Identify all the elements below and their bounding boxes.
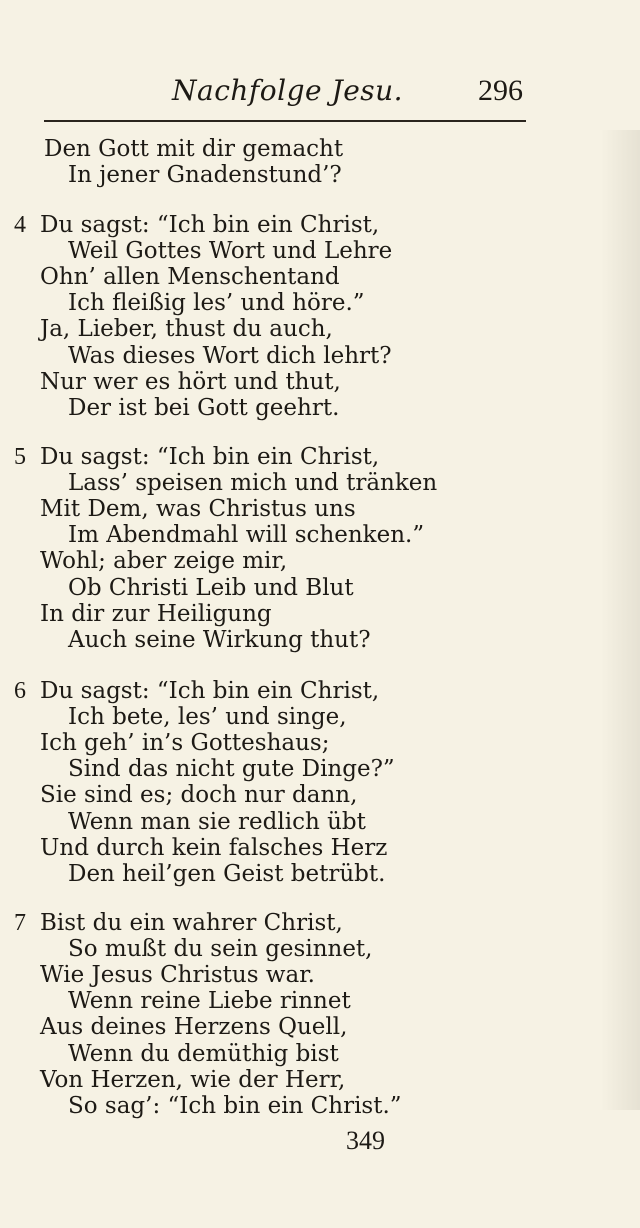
footer-number: 349 (346, 1126, 385, 1155)
verse-line: Wenn man sie redlich übt (68, 808, 366, 835)
verse-line: Aus deines Herzens Quell, (40, 1014, 348, 1041)
verse-line: Und durch kein falsches Herz (40, 834, 388, 861)
verse-line: Lass’ speisen mich und tränken (68, 470, 438, 497)
verse-line: Ich geh’ in’s Gotteshaus; (40, 730, 330, 757)
verse-line: Nur wer es hört und thut, (40, 368, 341, 395)
page-header (0, 74, 640, 114)
page-edge-shadow (600, 130, 640, 1110)
verse-line: Ob Christi Leib und Blut (68, 574, 354, 601)
verse-line: Du sagst: “Ich bin ein Christ, (40, 678, 380, 704)
verse-line: Der ist bei Gott geehrt. (68, 394, 340, 421)
verse-line: Sind das nicht gute Dinge?” (68, 756, 395, 783)
verse-line: Sie sind es; doch nur dann, (40, 782, 358, 809)
verse-line: Ja, Lieber, thust du auch, (40, 316, 333, 343)
verse-number: 7 (14, 910, 26, 936)
verse-line: So sag’: “Ich bin ein Christ.” (68, 1092, 402, 1119)
verse-line: Ich fleißig les’ und höre.” (68, 290, 365, 317)
verse-line: In dir zur Heiligung (40, 600, 272, 627)
header-rule (44, 120, 526, 122)
verse-number: 4 (14, 212, 26, 238)
verse-line: So mußt du sein gesinnet, (68, 936, 373, 963)
verse-number: 6 (14, 678, 26, 704)
page-number: 296 (478, 74, 523, 107)
verse-line: Was dieses Wort dich lehrt? (68, 342, 392, 369)
verse-line: Auch seine Wirkung thut? (68, 626, 371, 653)
verse-line: Wohl; aber zeige mir, (40, 548, 288, 575)
intro-line: In jener Gnadenstund’? (68, 162, 342, 188)
verse-line: Ich bete, les’ und singe, (68, 704, 347, 731)
verse-line: Bist du ein wahrer Christ, (40, 910, 343, 936)
verse-line: Den heil’gen Geist betrübt. (68, 860, 386, 887)
verse-line: Wie Jesus Christus war. (40, 962, 315, 989)
running-title: Nachfolge Jesu. (172, 74, 404, 107)
verse-line: Weil Gottes Wort und Lehre (68, 238, 393, 265)
verse-number: 5 (14, 444, 26, 470)
verse-line: Du sagst: “Ich bin ein Christ, (40, 444, 380, 470)
verse-line: Ohn’ allen Menschentand (40, 264, 340, 291)
intro-line: Den Gott mit dir gemacht (44, 136, 344, 162)
verse-line: Wenn du demüthig bist (68, 1040, 339, 1067)
verse-line: Mit Dem, was Christus uns (40, 496, 356, 523)
verse-line: Du sagst: “Ich bin ein Christ, (40, 212, 380, 238)
verse-line: Wenn reine Liebe rinnet (68, 988, 351, 1015)
verse-line: Von Herzen, wie der Herr, (40, 1066, 346, 1093)
verse-line: Im Abendmahl will schenken.” (68, 522, 425, 549)
